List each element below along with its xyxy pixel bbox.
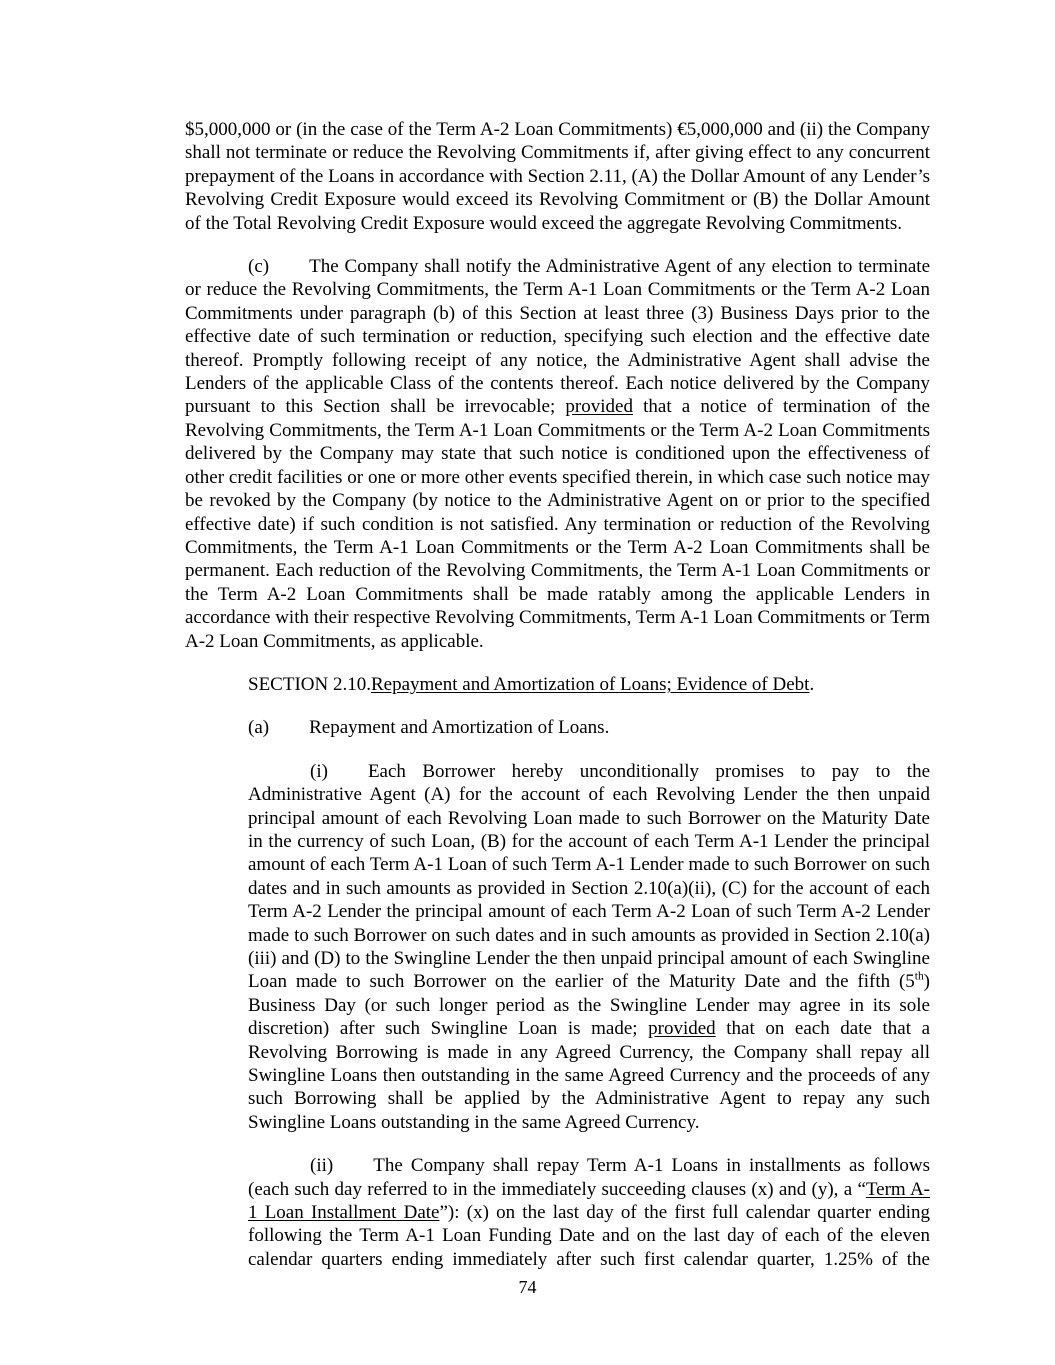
paragraph-ii: (ii) The Company shall repay Term A-1 Loans in installments as follows (each such day referred to in the immediately succeeding clauses (x) and (y), a “Term A-1 Loan Installment Date”): (x) on the last day of the first full calendar quarter ending following the Term A-1 Loan Funding Date and on the last day of each of the eleven calendar quarters ending immediately after such first calendar quarter, 1.25% of the	[248, 1155, 931, 1270]
subsection-block	[248, 760, 930, 1272]
paragraph-c: (c) The Company shall notify the Administrative Agent of any election to terminate or reduce the Revolving Commitments, the Term A-1 Loan Commitments or the Term A-2 Loan Commitments under paragraph (b) of this Section at least three (3) Business Days prior to the effective date of such termination or reduction, specifying such election and the effective date thereof. Promptly following receipt of any notice, the Administrative Agent shall advise the Lenders of the applicable Class of the contents thereof. Each notice delivered by the Company pursuant to this Section shall be irrevocable; provided that a notice of termination of the Revolving Commitments, the Term A-1 Loan Commitments or the Term A-2 Loan Commitments delivered by the Company may state that such notice is conditioned upon the effectiveness of other credit facilities or one or more other events specified therein, in which case such notice may be revoked by the Company (by notice to the Administrative Agent on or prior to the specified effective date) if such condition is not satisfied. Any termination or reduction of the Revolving Commitments, the Term A-1 Loan Commitments or the Term A-2 Loan Commitments shall be permanent. Each reduction of the Revolving Commitments, the Term A-1 Loan Commitments or the Term A-2 Loan Commitments shall be made ratably among the applicable Lenders in accordance with their respective Revolving Commitments, Term A-1 Loan Commitments or Term A-2 Loan Commitments, as applicable.	[185, 256, 930, 652]
page-number: 74	[518, 1277, 537, 1297]
paragraph-a: (a) Repayment and Amortization of Loans.	[248, 717, 610, 739]
paragraph-i: (i) Each Borrower hereby unconditionally promises to pay to the Administrative Agent (A) for the account of each Revolving Lender the then unpaid principal amount of each Revolving Loan made to such Borrower on the Maturity Date in the currency of such Loan, (B) for the account of each Term A-1 Lender the principal amount of each Term A-1 Loan of such Term A-1 Lender made to such Borrower on such dates and in such amounts as provided in Section 2.10(a)(ii), (C) for the account of each Term A-2 Lender the principal amount of each Term A-2 Loan of such Term A-2 Lender made to such Borrower on such dates and in such amounts as provided in Section 2.10(a)(iii) and (D) to the Swingline Lender the then unpaid principal amount of each Swingline Loan made to such Borrower on the earlier of the Maturity Date and the fifth (5th) Business Day (or such longer period as the Swingline Lender may agree in its sole discretion) after such Swingline Loan is made; provided that on each date that a Revolving Borrowing is made in any Agreed Currency, the Company shall repay all Swingline Loans then outstanding in the same Agreed Currency and the proceeds of any such Borrowing shall be applied by the Administrative Agent to repay any such Swingline Loans outstanding in the same Agreed Currency.	[248, 760, 930, 1133]
section-heading: SECTION 2.10.Repayment and Amortization of Loans; Evidence of Debt.	[248, 673, 815, 695]
paragraph-continuation: $5,000,000 or (in the case of the Term A-2 Loan Commitments) €5,000,000 and (ii) the Company shall not terminate or reduce the Revolving Commitments if, after giving effect to any concurrent prepayment of the Loans in accordance with Section 2.11, (A) the Dollar Amount of any Lender’s Revolving Credit Exposure would exceed its Revolving Commitment or (B) the Dollar Amount of the Total Revolving Credit Exposure would exceed the aggregate Revolving Commitments.	[185, 119, 930, 234]
